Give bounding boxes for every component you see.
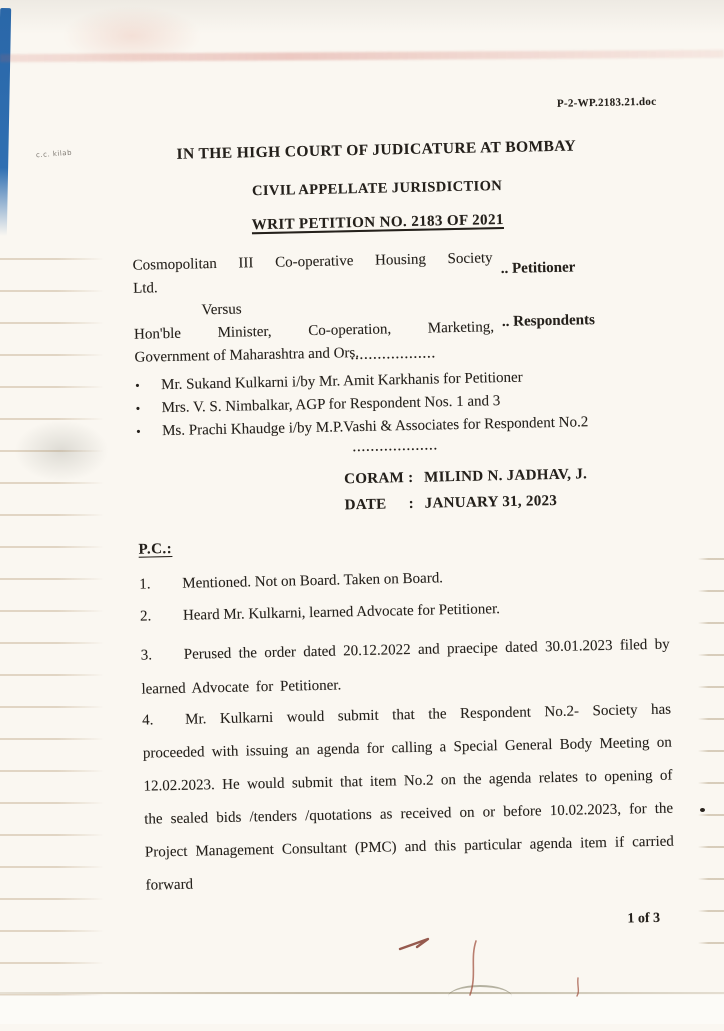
respondent-name-line2: Government of Maharashtra and Ors. — [134, 345, 360, 366]
paragraph-text: Perused the order dated 20.12.2022 and praecipe dated 30.01.2023 filed by learned Advocate for Petitioner. — [141, 636, 670, 698]
versus-label: Versus — [201, 301, 242, 319]
order-paragraph-1 — [139, 563, 668, 596]
coram-row — [344, 466, 587, 488]
coram-colon: : — [407, 469, 414, 487]
paragraph-number: 2. — [139, 608, 152, 625]
order-paragraph-4 — [142, 694, 675, 903]
petitioner-label: .. Petitioner — [500, 259, 576, 278]
date-colon: : — [408, 495, 415, 513]
paragraph-text: Mentioned. Not on Board. Taken on Board. — [182, 570, 444, 592]
bullet-icon: • — [134, 377, 140, 393]
court-title: IN THE HIGH COURT OF JUDICATURE AT BOMBAY — [176, 137, 577, 163]
order-paragraph-2 — [140, 595, 669, 628]
document-filename: P-2-WP.2183.21.doc — [556, 95, 657, 110]
paragraph-text: Heard Mr. Kulkarni, learned Advocate for Petitioner. — [182, 601, 501, 624]
petitioner-name-line1: Cosmopolitan III Co-operative Housing Society — [132, 250, 493, 274]
page-number: 1 of 3 — [627, 910, 661, 927]
jurisdiction-title: CIVIL APPELLATE JURISDICTION — [251, 178, 503, 200]
dotted-separator-top: ................... — [350, 346, 437, 363]
handwritten-annotation: c.c. kilab — [35, 148, 73, 160]
appearance-petitioner-counsel: Mr. Sukand Kulkarni i/by Mr. Amit Karkhanis for Petitioner — [160, 369, 523, 394]
coram-date-block — [344, 466, 588, 523]
paragraph-number: 3. — [140, 647, 153, 664]
bullet-icon: • — [135, 423, 141, 439]
order-date: JANUARY 31, 2023 — [424, 492, 558, 512]
bullet-icon: • — [135, 400, 141, 416]
dotted-separator-bottom: ................... — [352, 438, 439, 455]
date-row — [345, 492, 588, 514]
date-label: DATE — [344, 496, 387, 514]
petition-number: WRIT PETITION NO. 2183 OF 2021 — [251, 211, 504, 234]
document-header — [121, 136, 633, 237]
paragraph-text: Mr. Kulkarni would submit that the Respondent No.2- Society has proceeded with issuing an agenda for calling a Special General Body Meeting on 12.02.2023. He would submit that item No.2 on the agenda relates to opening of the sealed bids /tenders /quotations as received on or before 10.02.2023, for the Project Management Consultant (PMC) and this particular agenda item if carried forward — [142, 701, 674, 894]
judge-name: MILIND N. JADHAV, J. — [423, 466, 588, 486]
appearances-list — [135, 364, 663, 444]
pc-heading: P.C.: — [138, 540, 173, 558]
coram-label: CORAM — [344, 470, 405, 488]
respondents-label: .. Respondents — [501, 312, 595, 331]
appearance-agp-counsel: Mrs. V. S. Nimbalkar, AGP for Respondent Nos. 1 and 3 — [161, 393, 501, 417]
respondent-name-line1: Hon'ble Minister, Co-operation, Marketing, — [133, 319, 495, 343]
appearance-respondent2-counsel: Ms. Prachi Khaudge i/by M.P.Vashi & Associates for Respondent No.2 — [161, 414, 589, 440]
paragraph-number: 1. — [139, 576, 151, 593]
petitioner-name-line2: Ltd. — [132, 280, 158, 297]
paragraph-number: 4. — [142, 712, 154, 729]
